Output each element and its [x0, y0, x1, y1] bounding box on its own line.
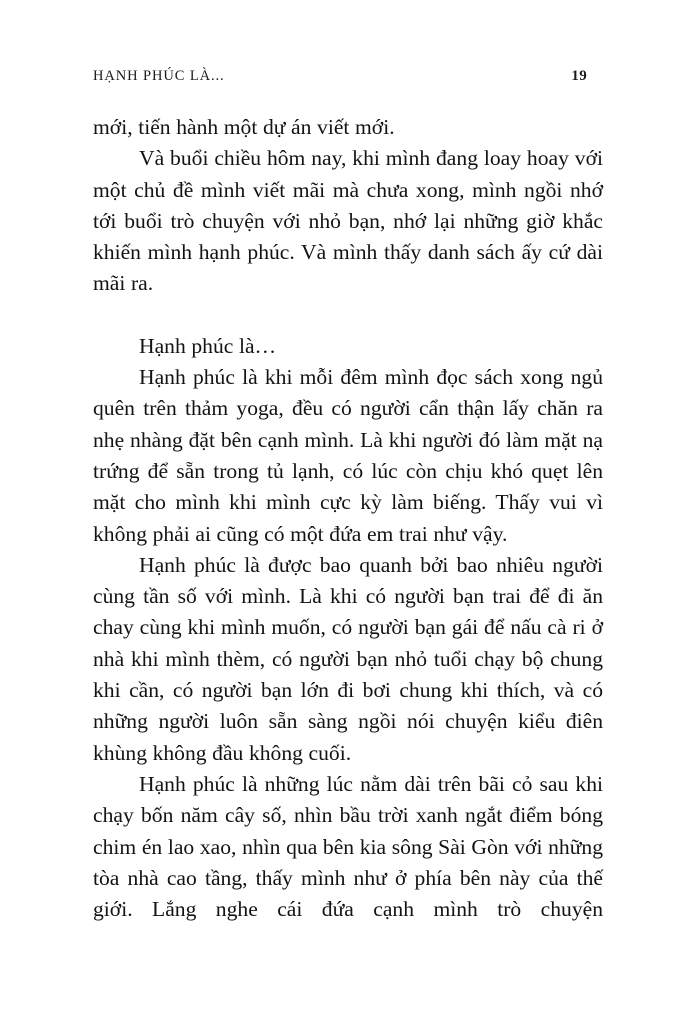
paragraph-spacer	[93, 300, 603, 331]
running-head-title: HẠNH PHÚC LÀ...	[93, 68, 225, 84]
page-number: 19	[571, 68, 587, 84]
paragraph: Và buổi chiều hôm nay, khi mình đang loay hoay với một chủ đề mình viết mãi mà chưa xong, mình ngồi nhớ tới buổi trò chuyện với nhỏ bạn, nhớ lại những giờ khắc khiến mình hạnh phúc. Và mình thấy danh sách ấy cứ dài mãi ra.	[93, 146, 603, 296]
paragraph: mới, tiến hành một dự án viết mới.	[93, 115, 395, 139]
paragraph: Hạnh phúc là…	[139, 333, 277, 358]
paragraph: Hạnh phúc là được bao quanh bởi bao nhiêu người cùng tần số với mình. Là khi có người bạn trai để đi ăn chay cùng khi mình muốn, có người bạn gái để nấu cà ri ở nhà khi mình thèm, có người bạn nhỏ tuổi chạy bộ chung khi cần, có người bạn lớn đi bơi chung khi thích, và có những người luôn sẵn sàng ngồi nói chuyện kiểu điên khùng không đầu không cuối.	[93, 552, 603, 765]
paragraph: Hạnh phúc là khi mỗi đêm mình đọc sách xong ngủ quên trên thảm yoga, đều có người cẩn thận lấy chăn ra nhẹ nhàng đặt bên cạnh mình. Là khi người đó làm mặt nạ trứng để sẵn trong tủ lạnh, có lúc còn chịu khó quẹt lên mặt cho mình khi mình cực kỳ làm biếng. Thấy vui vì không phải ai cũng có một đứa em trai như vậy.	[93, 365, 603, 546]
running-head	[93, 68, 602, 92]
body-text-block	[93, 112, 603, 957]
paragraph: Hạnh phúc là những lúc nằm dài trên bãi cỏ sau khi chạy bốn năm cây số, nhìn bầu trời xanh ngắt điểm bóng chim én lao xao, nhìn qua bên kia sông Sài Gòn với những tòa nhà cao tầng, thấy mình như ở phía bên này của thế giới. Lắng nghe cái đứa cạnh mình trò chuyện	[93, 771, 603, 922]
